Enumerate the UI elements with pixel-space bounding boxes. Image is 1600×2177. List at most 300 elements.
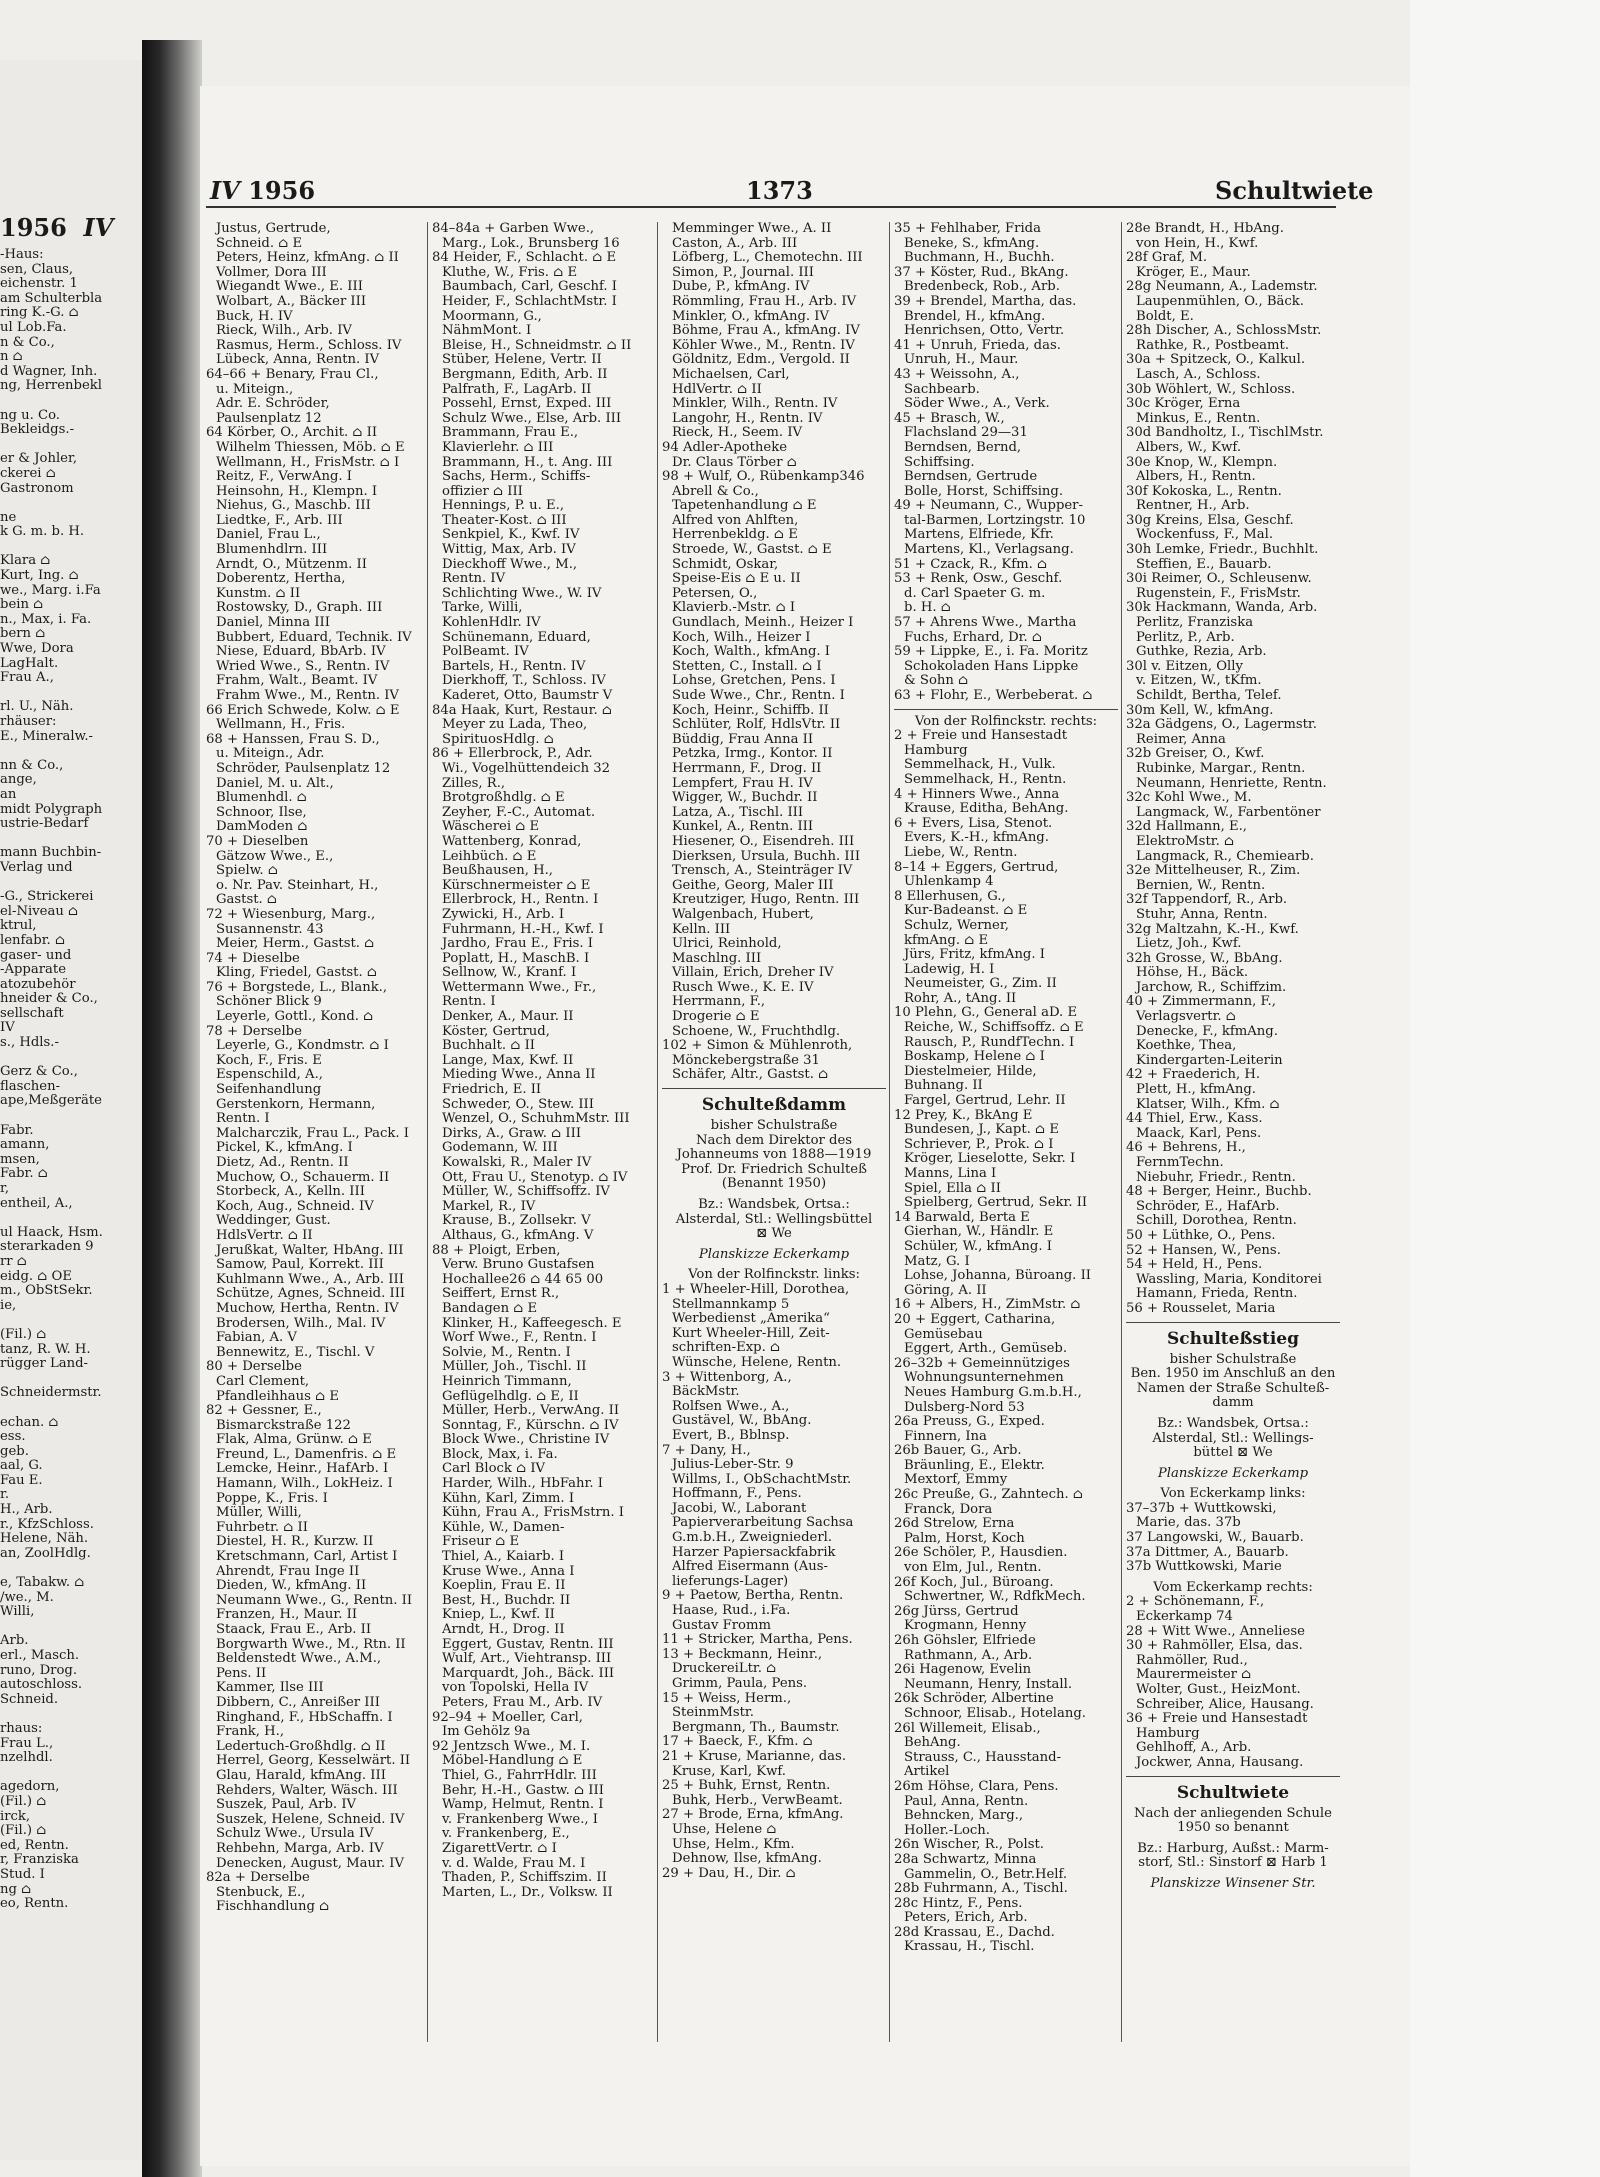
left-page-line: ie,	[0, 1297, 17, 1313]
directory-entry: Müller, Willi,	[216, 1505, 302, 1521]
directory-entry: Schoene, W., Fruchthdlg.	[672, 1023, 841, 1039]
directory-entry: Liedtke, F., Arb. III	[216, 512, 343, 528]
directory-entry: 27 + Brode, Erna, kfmAng.	[662, 1807, 844, 1823]
directory-entry: Sachbearb.	[904, 381, 980, 397]
directory-entry: Dulsberg-Nord 53	[904, 1399, 1025, 1415]
directory-entry: Bundesen, J., Kapt. ⌂ E	[904, 1122, 1059, 1138]
directory-entry: Koch, Wilh., Heizer I	[672, 629, 811, 645]
left-page-line: m., ObStSekr.	[0, 1283, 93, 1299]
directory-entry: 72 + Wiesenburg, Marg.,	[206, 906, 376, 922]
directory-entry: Köhler Wwe., M., Rentn. IV	[672, 337, 855, 353]
directory-entry: Stuhr, Anna, Rentn.	[1136, 906, 1268, 922]
directory-entry: 44 Thiel, Erw., Kass.	[1126, 1111, 1263, 1127]
directory-entry: Weddinger, Gust.	[216, 1213, 331, 1229]
directory-entry: Fabian, A. V	[216, 1330, 297, 1346]
directory-entry: u. Miteign.,	[216, 381, 294, 397]
directory-entry: Godemann, W. III	[442, 1140, 558, 1156]
directory-entry: Gastst. ⌂	[216, 892, 277, 908]
directory-entry: Evers, K.-H., kfmAng.	[904, 830, 1049, 846]
map-reference: Planskizze Eckerkamp	[1157, 1465, 1309, 1481]
directory-entry: Niebuhr, Friedr., Rentn.	[1136, 1169, 1296, 1185]
directory-entry: Brammann, Frau E.,	[442, 425, 579, 441]
directory-entry: Meier, Herm., Gastst. ⌂	[216, 936, 375, 952]
directory-entry: Schwertner, W., RdfkMech.	[904, 1589, 1086, 1605]
street-note: 1950 so benannt	[1177, 1820, 1289, 1836]
directory-entry: Koch, Walth., kfmAng. I	[672, 644, 830, 660]
directory-entry: Kröger, Lieselotte, Sekr. I	[904, 1151, 1076, 1167]
directory-entry: Wellmann, H., FrisMstr. ⌂ I	[216, 454, 400, 470]
directory-entry: & Sohn ⌂	[904, 673, 969, 689]
directory-entry: Beußhausen, H.,	[442, 863, 553, 879]
directory-entry: Gehlhoff, A., Arb.	[1136, 1740, 1252, 1756]
directory-entry: 15 + Weiss, Herm.,	[662, 1690, 792, 1706]
directory-entry: Alfred von Ahlften,	[672, 512, 799, 528]
directory-entry: Markel, R., IV	[442, 1198, 536, 1214]
directory-entry: Martens, Kl., Verlagsang.	[904, 542, 1074, 558]
directory-entry: Langohr, H., Rentn. IV	[672, 410, 823, 426]
directory-entry: 84–84a + Garben Wwe.,	[432, 222, 595, 236]
street-note: Ben. 1950 im Anschluß an den	[1130, 1366, 1336, 1382]
left-page-line: aal, G.	[0, 1458, 43, 1474]
directory-entry: Schlichting Wwe., W. IV	[442, 585, 602, 601]
directory-entry: Susannenstr. 43	[216, 921, 324, 937]
directory-entry: 30f Kokoska, L., Rentn.	[1126, 483, 1282, 499]
directory-entry: Maurermeister ⌂	[1136, 1667, 1252, 1683]
directory-entry: Friseur ⌂ E	[442, 1534, 520, 1550]
street-section-heading: Schultwiete	[1176, 1782, 1290, 1803]
directory-entry: Schmidt, Oskar,	[672, 556, 779, 572]
directory-entry: Schnoor, Ilse,	[216, 804, 307, 820]
street-note: Namen der Straße Schulteß-	[1136, 1380, 1330, 1396]
street-note: Bz.: Wandsbek, Ortsa.:	[1157, 1415, 1309, 1431]
section-separator	[1126, 1776, 1340, 1777]
left-page-line: Fau E.	[0, 1472, 43, 1488]
directory-entry: 28a Schwartz, Minna	[894, 1851, 1037, 1867]
directory-entry: d. Carl Spaeter G. m.	[904, 585, 1046, 601]
directory-entry: Lange, Max, Kwf. II	[442, 1052, 574, 1068]
directory-entry: Dierksen, Ursula, Buchh. III	[672, 848, 861, 864]
directory-entry: Memminger Wwe., A. II	[672, 222, 832, 236]
directory-entry: Justus, Gertrude,	[216, 222, 331, 236]
directory-entry: Bernien, W., Rentn.	[1136, 877, 1266, 893]
directory-entry: Ledertuch-Großhdlg. ⌂ II	[216, 1738, 386, 1754]
directory-entry: 32c Kohl Wwe., M.	[1126, 790, 1252, 806]
directory-entry: Harzer Papiersackfabrik	[672, 1544, 836, 1560]
left-page-text	[0, 214, 142, 1912]
directory-entry: Dirks, A., Graw. ⌂ III	[442, 1125, 582, 1141]
directory-entry: Albers, H., Rentn.	[1136, 469, 1256, 485]
directory-entry: Meyer zu Lada, Theo,	[442, 717, 588, 733]
directory-entry: ElektroMstr. ⌂	[1136, 833, 1235, 849]
directory-entry: Jacobi, W., Laborant	[672, 1500, 807, 1516]
street-note: Vom Eckerkamp rechts:	[1153, 1579, 1313, 1595]
directory-entry: 98 + Wulf, O., Rübenkamp346	[662, 469, 865, 485]
directory-entry: Fischhandlung ⌂	[216, 1899, 330, 1915]
directory-entry: 20 + Eggert, Catharina,	[894, 1311, 1056, 1327]
directory-entry: Spiel, Ella ⌂ II	[904, 1180, 1001, 1196]
directory-entry: u. Miteign., Adr.	[216, 746, 325, 762]
directory-entry: Franzen, H., Maur. II	[216, 1607, 358, 1623]
directory-entry: NähmMont. I	[442, 323, 532, 339]
directory-entry: Villain, Erich, Dreher IV	[672, 965, 834, 981]
left-page-line: Bekleidgs.-	[0, 422, 75, 438]
directory-entry: 94 Adler-Apotheke	[662, 439, 788, 455]
directory-entry: Schokoladen Hans Lippke	[904, 658, 1079, 674]
directory-entry: Arndt, O., Mützenm. II	[216, 556, 367, 572]
directory-entry: Kühle, W., Damen-	[442, 1519, 565, 1535]
street-note: büttel ⊠ We	[1193, 1445, 1273, 1461]
directory-entry: 50 + Lüthke, O., Pens.	[1126, 1227, 1276, 1243]
left-page-line: -Haus:	[0, 247, 44, 262]
section-separator	[1126, 1322, 1340, 1323]
directory-entry: Müller, Joh., Tischl. II	[442, 1359, 587, 1375]
directory-entry: 28b Fuhrmann, A., Tischl.	[894, 1881, 1068, 1897]
directory-entry: Möbel-Handlung ⌂ E	[442, 1753, 583, 1769]
directory-entry: Latza, A., Tischl. III	[672, 804, 804, 820]
directory-entry: Uhse, Helene ⌂	[672, 1821, 777, 1837]
directory-entry: Sachs, Herm., Schiffs-	[442, 469, 591, 485]
directory-entry: SteinmMstr.	[672, 1705, 754, 1721]
directory-entry: Bräunling, E., Elektr.	[904, 1457, 1045, 1473]
directory-entry: Büddig, Frau Anna II	[672, 731, 814, 747]
directory-entry: Kaderet, Otto, Baumstr V	[442, 688, 613, 703]
directory-entry: Eggert, Arth., Gemüseb.	[904, 1341, 1068, 1357]
directory-entry: Neumann Wwe., G., Rentn. II	[216, 1592, 413, 1608]
directory-entry: 86 + Ellerbrock, P., Adr.	[432, 746, 593, 762]
left-page-line: r., KfzSchloss.	[0, 1516, 94, 1532]
directory-entry: Verw. Bruno Gustafsen	[442, 1257, 595, 1273]
directory-entry: 30k Hackmann, Wanda, Arb.	[1126, 600, 1318, 616]
street-note: Bz.: Harburg, Außst.: Marm-	[1137, 1840, 1329, 1856]
directory-entry: Martens, Elfriede, Kfr.	[904, 527, 1054, 543]
directory-entry: 37 Langowski, W., Bauarb.	[1126, 1530, 1304, 1546]
directory-entry: Wäscherei ⌂ E	[442, 819, 540, 835]
left-page-line: Frau L.,	[0, 1735, 54, 1751]
directory-entry: Kruse, Karl, Kwf.	[672, 1763, 786, 1779]
directory-entry: Marten, L., Dr., Volksw. II	[442, 1884, 613, 1900]
directory-entry: Rusch Wwe., K. E. IV	[672, 979, 814, 995]
left-page-line: runo, Drog.	[0, 1662, 78, 1678]
directory-entry: Stüber, Helene, Vertr. II	[442, 352, 602, 368]
left-page-line: flaschen-	[0, 1078, 61, 1094]
directory-entry: Storbeck, A., Kelln. III	[216, 1184, 365, 1200]
directory-entry: 45 + Brasch, W.,	[894, 410, 1005, 426]
left-page-line: (Fil.) ⌂	[0, 1326, 47, 1342]
left-page-line	[0, 540, 142, 555]
directory-entry: Lempfert, Frau H. IV	[672, 775, 813, 791]
directory-entry: Wattenberg, Konrad,	[442, 833, 582, 849]
directory-entry: Wi., Vogelhüttendeich 32	[442, 760, 611, 776]
directory-entry: Rugenstein, F., FrisMstr.	[1136, 585, 1301, 601]
directory-entry: Perlitz, Franziska	[1136, 615, 1254, 631]
directory-entry: Heinsohn, H., Klempn. I	[216, 483, 378, 499]
directory-entry: 41 + Unruh, Frieda, das.	[894, 337, 1061, 353]
directory-entry: Holler.-Loch.	[904, 1822, 990, 1838]
directory-entry: Borgwarth Wwe., M., Rtn. II	[216, 1636, 406, 1652]
directory-entry: 102 + Simon & Mühlenroth,	[662, 1038, 853, 1054]
directory-entry: Minkler, O., kfmAng. IV	[672, 308, 830, 324]
directory-entry: Fuchs, Erhard, Dr. ⌂	[904, 629, 1042, 645]
left-page-line: Schneidermstr.	[0, 1385, 102, 1401]
directory-entry: ZigarettVertr. ⌂ I	[442, 1840, 557, 1856]
directory-entry: Sellnow, W., Kranf. I	[442, 965, 577, 981]
left-page-line	[0, 1372, 142, 1387]
directory-entry: Schneid. ⌂ E	[216, 235, 303, 251]
directory-entry: Bolle, Horst, Schiffsing.	[904, 483, 1064, 499]
directory-entry: Carl Clement,	[216, 1373, 310, 1389]
left-page-line: H., Arb.	[0, 1502, 53, 1518]
directory-entry: Kruse Wwe., Anna I	[442, 1563, 575, 1579]
directory-entry: tal-Barmen, Lortzingstr. 10	[904, 512, 1086, 528]
directory-entry: Höhse, H., Bäck.	[1136, 965, 1249, 981]
directory-entry: Ringhand, F., HbSchaffn. I	[216, 1709, 393, 1725]
directory-entry: Harder, Wilh., HbFahr. I	[442, 1476, 603, 1492]
directory-entry: Leyerle, G., Kondmstr. ⌂ I	[216, 1038, 389, 1054]
directory-entry: 37b Wuttkowski, Marie	[1126, 1559, 1282, 1575]
directory-entry: 13 + Beckmann, Heinr.,	[662, 1646, 823, 1662]
directory-entry: Diestel, H. R., Kurzw. II	[216, 1534, 374, 1550]
directory-entry: Böhme, Frau A., kfmAng. IV	[672, 323, 860, 339]
directory-entry: Langmack, W., Farbentöner	[1136, 804, 1321, 820]
directory-entry: Ellerbrock, H., Rentn. I	[442, 892, 599, 908]
directory-entry: 84 Heider, F., Schlacht. ⌂ E	[432, 250, 617, 266]
left-page-line: an, ZoolHdlg.	[0, 1545, 91, 1561]
directory-entry: Minkler, Wilh., Rentn. IV	[672, 396, 838, 412]
directory-entry: Moormann, G.,	[442, 308, 542, 324]
left-page-line: nzelhdl.	[0, 1750, 53, 1766]
directory-entry: Jerußkat, Walter, HbAng. III	[216, 1242, 404, 1258]
directory-entry: Wolter, Gust., HeizMont.	[1136, 1682, 1301, 1697]
left-page-entries	[0, 248, 142, 1912]
directory-entry: Althaus, G., kfmAng. V	[442, 1227, 594, 1243]
directory-entry: Block Wwe., Christine IV	[442, 1432, 610, 1448]
directory-entry: Schulz, Werner,	[904, 917, 1009, 933]
directory-entry: Koch, F., Fris. E	[216, 1052, 322, 1068]
directory-entry: Eckerkamp 74	[1136, 1609, 1233, 1625]
directory-entry: Kuhlmann Wwe., A., Arb. III	[216, 1271, 404, 1287]
directory-entry: Krause, Editha, BehAng.	[904, 801, 1069, 817]
directory-entry: Gustav Fromm	[672, 1617, 772, 1633]
directory-entry: Dietz, Ad., Rentn. II	[216, 1155, 349, 1170]
directory-entry: 6 + Evers, Lisa, Stenot.	[894, 815, 1053, 831]
directory-entry: Spielw. ⌂	[216, 863, 278, 879]
street-note: Johanneums von 1888—1919	[676, 1147, 872, 1163]
directory-entry: Kluthe, W., Fris. ⌂ E	[442, 264, 578, 280]
directory-entry: Schütze, Agnes, Schneid. III	[216, 1286, 406, 1302]
directory-entry: Geithe, Georg, Maler III	[672, 877, 834, 893]
directory-entry: Espenschild, A.,	[216, 1067, 323, 1083]
directory-entry: Leyerle, Gottl., Kond. ⌂	[216, 1009, 374, 1025]
directory-entry: Evert, B., Bblnsp.	[672, 1427, 790, 1443]
directory-entry: Senkpiel, K., Kwf. IV	[442, 527, 580, 543]
directory-entry: Gierhan, W., Händlr. E	[904, 1224, 1054, 1240]
left-page-line: tanz, R. W. H.	[0, 1341, 91, 1357]
directory-entry: von Topolski, Hella IV	[442, 1680, 589, 1696]
directory-entry: Wittig, Max, Arb. IV	[442, 542, 576, 558]
directory-entry: 28g Neumann, A., Lademstr.	[1126, 279, 1318, 295]
directory-entry: 39 + Brendel, Martha, das.	[894, 293, 1077, 309]
left-page-line	[0, 1766, 142, 1781]
left-page-line: LagHalt.	[0, 655, 59, 671]
directory-entry: 37a Dittmer, A., Bauarb.	[1126, 1544, 1289, 1560]
left-page-line: er & Johler,	[0, 451, 78, 467]
directory-entry: Frahm Wwe., M., Rentn. IV	[216, 688, 399, 703]
directory-entry: Laupenmühlen, O., Bäck.	[1136, 293, 1304, 309]
directory-entry: Hamburg	[904, 742, 968, 758]
directory-entry: Theater-Kost. ⌂ III	[442, 512, 567, 528]
directory-entry: Mönckebergstraße 31	[672, 1052, 820, 1068]
left-page-line: rr ⌂	[0, 1253, 27, 1269]
directory-entry: Schröder, Paulsenplatz 12	[216, 760, 391, 776]
directory-entry: 32f Tappendorf, R., Arb.	[1126, 892, 1288, 908]
directory-entry: Klavierlehr. ⌂ III	[442, 439, 554, 455]
directory-entry: Paulsenplatz 12	[216, 410, 322, 426]
street-section-heading: Schulteßdamm	[701, 1095, 847, 1116]
directory-entry: Buchhalt. ⌂ II	[442, 1038, 536, 1054]
left-page-line	[0, 686, 142, 701]
left-page-line: Stud. I	[0, 1866, 45, 1882]
directory-entry: Kürschnermeister ⌂ E	[442, 877, 591, 893]
directory-entry: Im Gehölz 9a	[442, 1724, 531, 1740]
directory-entry: Brendel, H., kfmAng.	[904, 308, 1046, 324]
directory-entry: 32h Grosse, W., BbAng.	[1126, 950, 1283, 966]
directory-entry: Buck, H. IV	[216, 308, 293, 324]
directory-entry: 32b Greiser, O., Kwf.	[1126, 746, 1265, 762]
directory-entry: 76 + Borgstede, L., Blank.,	[206, 979, 388, 995]
directory-entry: 42 + Fraederich, H.	[1126, 1067, 1261, 1083]
directory-entry: Klatser, Wilh., Kfm. ⌂	[1136, 1096, 1280, 1112]
directory-entry: 26e Schöler, P., Hausdien.	[894, 1545, 1068, 1561]
directory-entry: Rubinke, Margar., Rentn.	[1136, 760, 1306, 776]
left-page-line: eo, Rentn.	[0, 1896, 69, 1912]
directory-entry: BehAng.	[904, 1735, 961, 1751]
directory-entry: Denecken, August, Maur. IV	[216, 1855, 404, 1871]
directory-entry: Leihbüch. ⌂ E	[442, 848, 537, 864]
directory-entry: Baumbach, Carl, Geschf. I	[442, 279, 617, 295]
left-page-line: Fabr. ⌂	[0, 1166, 48, 1182]
directory-entry: Kowalski, R., Maler IV	[442, 1155, 592, 1170]
left-page-line	[0, 438, 142, 453]
directory-entry: Kunkel, A., Rentn. III	[672, 819, 814, 835]
directory-entry: Daniel, M. u. Alt.,	[216, 775, 334, 791]
left-page-line: eichenstr. 1	[0, 276, 78, 292]
directory-entry: 37 + Köster, Rud., BkAng.	[894, 264, 1069, 280]
directory-entry: Berndsen, Gertrude	[904, 469, 1038, 485]
directory-entry: Speise-Eis ⌂ E u. II	[672, 571, 801, 587]
directory-entry: Fargel, Gertrud, Lehr. II	[904, 1093, 1066, 1109]
directory-entry: Schweder, O., Stew. III	[442, 1096, 594, 1112]
directory-entry: 66 Erich Schwede, Kolw. ⌂ E	[206, 702, 400, 718]
directory-entry: Kunstm. ⌂ II	[216, 585, 301, 601]
column-divider	[657, 222, 658, 2042]
left-page-line: agedorn,	[0, 1779, 60, 1795]
directory-entry: Poplatt, H., MaschB. I	[442, 950, 590, 966]
directory-entry: Lübeck, Anna, Rentn. IV	[216, 352, 380, 368]
entry-column-4	[894, 222, 1118, 1955]
directory-entry: offizier ⌂ III	[442, 483, 523, 499]
directory-entry: Löfberg, L., Chemotechn. III	[672, 250, 863, 266]
street-note: Alsterdal, Stl.: Wellings-	[1152, 1430, 1314, 1446]
directory-entry: Dieden, W., kfmAng. II	[216, 1578, 367, 1594]
directory-entry: Rostowsky, D., Graph. III	[216, 600, 383, 616]
directory-entry: Koeplin, Frau E. II	[442, 1578, 566, 1594]
map-reference: Planskizze Eckerkamp	[698, 1246, 850, 1262]
directory-entry: Adr. E. Schröder,	[216, 396, 330, 412]
left-page-line: Helene, Näh.	[0, 1531, 89, 1547]
directory-entry: Unruh, H., Maur.	[904, 352, 1019, 368]
directory-entry: Staack, Frau E., Arb. II	[216, 1622, 372, 1637]
directory-entry: Artikel	[904, 1764, 950, 1780]
left-page-line: rhäuser:	[0, 714, 57, 729]
directory-entry: Buchmann, H., Buchh.	[904, 250, 1055, 266]
directory-entry: Schriever, P., Prok. ⌂ I	[904, 1136, 1054, 1152]
left-page-line: sterarkaden 9	[0, 1239, 94, 1255]
directory-entry: 26l Willemeit, Elisab.,	[894, 1720, 1041, 1736]
directory-entry: Marie, das. 37b	[1136, 1515, 1241, 1531]
directory-entry: Fuhrmann, H.-H., Kwf. I	[442, 921, 604, 937]
directory-entry: Hoffmann, F., Pens.	[672, 1486, 802, 1502]
directory-entry: Blumenhdlrn. III	[216, 542, 328, 558]
directory-entry: Finnern, Ina	[904, 1428, 987, 1444]
directory-entry: Poppe, K., Fris. I	[216, 1490, 328, 1506]
directory-entry: Friedrich, E. II	[442, 1082, 542, 1098]
directory-entry: 78 + Derselbe	[206, 1023, 302, 1039]
directory-entry: KohlenHdlr. IV	[442, 615, 541, 631]
directory-entry: Langmack, R., Chemiearb.	[1136, 848, 1314, 864]
directory-entry: v. Frankenberg, E.,	[442, 1826, 570, 1842]
left-page-line: am Schulterbla	[0, 290, 103, 306]
directory-entry: DamModen ⌂	[216, 819, 308, 835]
left-page-line: ng u. Co.	[0, 407, 60, 423]
street-note: Alsterdal, Stl.: Wellingsbüttel	[675, 1211, 873, 1227]
page-margin	[1410, 0, 1600, 2177]
directory-entry: 29 + Dau, H., Dir. ⌂	[662, 1865, 796, 1881]
directory-entry: HdlsVertr. ⌂ II	[216, 1227, 313, 1243]
directory-entry: 4 + Hinners Wwe., Anna	[894, 786, 1060, 802]
left-page-line: gaser- und	[0, 947, 72, 963]
directory-entry: Julius-Leber-Str. 9	[672, 1457, 794, 1473]
left-page-line: -Apparate	[0, 962, 66, 978]
directory-entry: 28h Discher, A., SchlossMstr.	[1126, 323, 1322, 339]
directory-entry: 26n Wischer, R., Polst.	[894, 1837, 1044, 1853]
left-page-line: s., Hdls.-	[0, 1035, 59, 1051]
directory-entry: 8 Ellerhusen, G.,	[894, 888, 1006, 904]
directory-entry: Schlüter, Rolf, HdlsVtr. II	[672, 717, 841, 733]
directory-entry: 30c Kröger, Erna	[1126, 396, 1241, 412]
left-page-line: IV	[0, 1020, 15, 1036]
directory-entry: Thiel, A., Kaiarb. I	[442, 1549, 565, 1565]
left-page-line: r.	[0, 1487, 10, 1503]
directory-entry: Brotgroßhdlg. ⌂ E	[442, 790, 565, 806]
directory-entry: G.m.b.H., Zweigniederl.	[672, 1530, 833, 1546]
directory-entry: Simon, P., Journal. III	[672, 264, 814, 280]
directory-entry: Wünsche, Helene, Rentn.	[672, 1354, 842, 1370]
left-page-line: ne	[0, 509, 17, 525]
directory-entry: Wockenfuss, F., Mal.	[1136, 527, 1274, 543]
directory-entry: v. d. Walde, Frau M. I	[442, 1855, 586, 1871]
directory-entry: 30h Lemke, Friedr., Buchhlt.	[1126, 542, 1319, 558]
directory-entry: Eggert, Gustav, Rentn. III	[442, 1636, 614, 1652]
left-page-line: Gastronom	[0, 480, 74, 496]
directory-entry: Plett, H., kfmAng.	[1136, 1082, 1256, 1098]
left-page-line: autoschloss.	[0, 1677, 83, 1693]
directory-entry: 26i Hagenow, Evelin	[894, 1662, 1032, 1678]
directory-entry: Koethke, Thea,	[1136, 1038, 1237, 1054]
directory-entry: Kling, Friedel, Gastst. ⌂	[216, 965, 377, 981]
directory-entry: Schröder, E., HafArb.	[1136, 1198, 1280, 1214]
directory-entry: Uhse, Helm., Kfm.	[672, 1836, 795, 1852]
directory-entry: Kühn, Karl, Zimm. I	[442, 1490, 575, 1506]
